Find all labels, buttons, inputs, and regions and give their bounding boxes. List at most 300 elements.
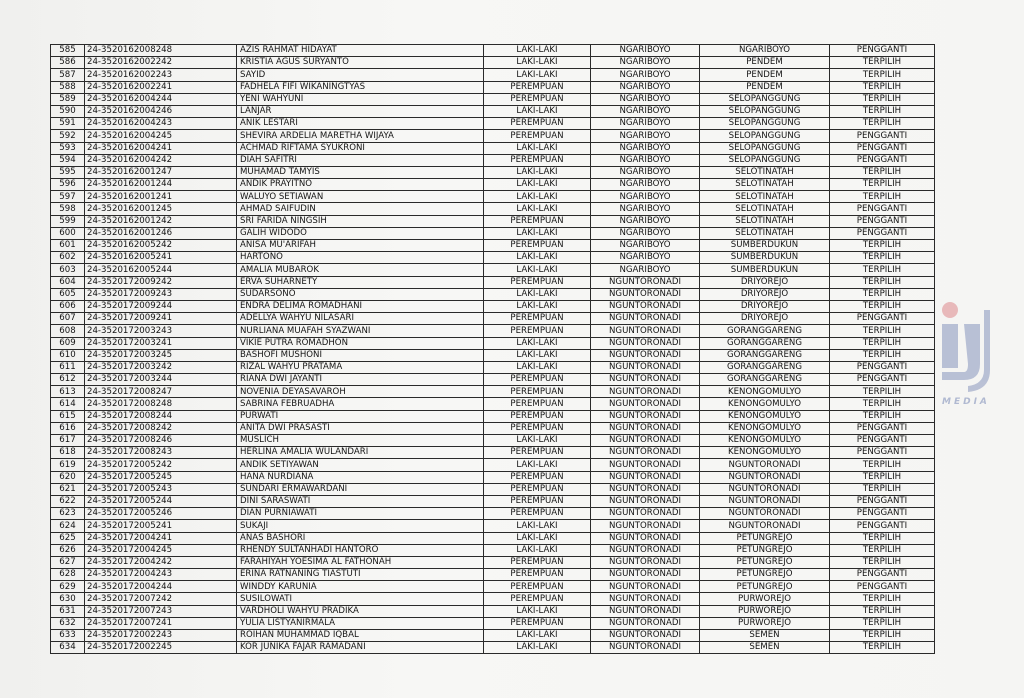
gender-cell: LAKI-LAKI — [484, 435, 591, 447]
row-number-cell: 606 — [51, 300, 85, 312]
gender-cell: PEREMPUAN — [484, 130, 591, 142]
desa-cell: KENONGOMULYO — [700, 447, 830, 459]
kecamatan-cell: NGUNTORONADI — [591, 349, 700, 361]
person-name-cell: ANISA MU'ARIFAH — [237, 240, 484, 252]
table-row — [51, 581, 935, 593]
person-name-cell: AHMAD SAIFUDIN — [237, 203, 484, 215]
desa-cell: GORANGGARENG — [700, 337, 830, 349]
status-cell: TERPILIH — [830, 459, 935, 471]
row-number-cell: 619 — [51, 459, 85, 471]
gender-cell: PEREMPUAN — [484, 447, 591, 459]
kecamatan-cell: NGUNTORONADI — [591, 483, 700, 495]
registration-id-cell: 24-3520172004243 — [85, 569, 237, 581]
desa-cell: NGUNTORONADI — [700, 459, 830, 471]
gender-cell: LAKI-LAKI — [484, 105, 591, 117]
gender-cell: LAKI-LAKI — [484, 191, 591, 203]
desa-cell: SELOTINATAH — [700, 166, 830, 178]
desa-cell: KENONGOMULYO — [700, 410, 830, 422]
kecamatan-cell: NGARIBOYO — [591, 215, 700, 227]
status-cell: TERPILIH — [830, 556, 935, 568]
desa-cell: NGUNTORONADI — [700, 520, 830, 532]
person-name-cell: ENDRA DELIMA ROMADHANI — [237, 300, 484, 312]
row-number-cell: 602 — [51, 252, 85, 264]
status-cell: PENGGANTI — [830, 215, 935, 227]
media-logo-watermark — [928, 300, 998, 410]
status-cell: TERPILIH — [830, 544, 935, 556]
gender-cell: PEREMPUAN — [484, 581, 591, 593]
person-name-cell: ANDIK PRAYITNO — [237, 179, 484, 191]
desa-cell: KENONGOMULYO — [700, 435, 830, 447]
registration-id-cell: 24-3520172007243 — [85, 605, 237, 617]
gender-cell: PEREMPUAN — [484, 471, 591, 483]
desa-cell: NGUNTORONADI — [700, 483, 830, 495]
registration-id-cell: 24-3520172004244 — [85, 581, 237, 593]
person-name-cell: ACHMAD RIFTAMA SYUKRONI — [237, 142, 484, 154]
kecamatan-cell: NGARIBOYO — [591, 191, 700, 203]
registration-id-cell: 24-3520172002243 — [85, 630, 237, 642]
status-cell: TERPILIH — [830, 617, 935, 629]
row-number-cell: 600 — [51, 227, 85, 239]
gender-cell: LAKI-LAKI — [484, 179, 591, 191]
row-number-cell: 631 — [51, 605, 85, 617]
logo-u-curve-icon — [942, 324, 980, 380]
kecamatan-cell: NGUNTORONADI — [591, 337, 700, 349]
kecamatan-cell: NGUNTORONADI — [591, 386, 700, 398]
table-row — [51, 215, 935, 227]
kecamatan-cell: NGARIBOYO — [591, 118, 700, 130]
person-name-cell: ANITA DWI PRASASTI — [237, 422, 484, 434]
row-number-cell: 626 — [51, 544, 85, 556]
person-name-cell: ERVA SUHARNETY — [237, 276, 484, 288]
gender-cell: PEREMPUAN — [484, 410, 591, 422]
registration-id-cell: 24-3520162002241 — [85, 81, 237, 93]
status-cell: TERPILIH — [830, 57, 935, 69]
kecamatan-cell: NGUNTORONADI — [591, 361, 700, 373]
registration-id-cell: 24-3520172008242 — [85, 422, 237, 434]
desa-cell: PURWOREJO — [700, 605, 830, 617]
table-row — [51, 532, 935, 544]
logo-i-stem-icon — [942, 324, 958, 368]
person-name-cell: MUSLICH — [237, 435, 484, 447]
row-number-cell: 621 — [51, 483, 85, 495]
person-name-cell: RIZAL WAHYU PRATAMA — [237, 361, 484, 373]
desa-cell: GORANGGARENG — [700, 349, 830, 361]
kecamatan-cell: NGARIBOYO — [591, 264, 700, 276]
person-name-cell: VIKIE PUTRA ROMADHON — [237, 337, 484, 349]
desa-cell: DRIYOREJO — [700, 300, 830, 312]
desa-cell: NGUNTORONADI — [700, 508, 830, 520]
registration-id-cell: 24-3520162004246 — [85, 105, 237, 117]
desa-cell: SELOTINATAH — [700, 203, 830, 215]
registration-id-cell: 24-3520172005242 — [85, 459, 237, 471]
table-row — [51, 605, 935, 617]
status-cell: TERPILIH — [830, 166, 935, 178]
table-row — [51, 459, 935, 471]
desa-cell: GORANGGARENG — [700, 325, 830, 337]
table-row — [51, 593, 935, 605]
registration-id-cell: 24-3520172005246 — [85, 508, 237, 520]
kecamatan-cell: NGUNTORONADI — [591, 410, 700, 422]
person-name-cell: YULIA LISTYANIRMALA — [237, 617, 484, 629]
kecamatan-cell: NGUNTORONADI — [591, 288, 700, 300]
desa-cell: PETUNGREJO — [700, 556, 830, 568]
status-cell: PENGGANTI — [830, 130, 935, 142]
registration-id-cell: 24-3520172007241 — [85, 617, 237, 629]
row-number-cell: 601 — [51, 240, 85, 252]
gender-cell: PEREMPUAN — [484, 313, 591, 325]
logo-dot-icon — [942, 302, 958, 318]
person-name-cell: FARAHIYAH YOESIMA AL FATHONAH — [237, 556, 484, 568]
status-cell: PENGGANTI — [830, 422, 935, 434]
kecamatan-cell: NGARIBOYO — [591, 105, 700, 117]
desa-cell: PETUNGREJO — [700, 569, 830, 581]
registration-id-cell: 24-3520172005245 — [85, 471, 237, 483]
status-cell: PENGGANTI — [830, 374, 935, 386]
row-number-cell: 592 — [51, 130, 85, 142]
gender-cell: PEREMPUAN — [484, 617, 591, 629]
gender-cell: LAKI-LAKI — [484, 227, 591, 239]
registration-id-cell: 24-3520162001244 — [85, 179, 237, 191]
person-name-cell: FADHELA FIFI WIKANINGTYAS — [237, 81, 484, 93]
desa-cell: NGUNTORONADI — [700, 495, 830, 507]
row-number-cell: 595 — [51, 166, 85, 178]
registration-id-cell: 24-3520162008248 — [85, 45, 237, 57]
status-cell: PENGGANTI — [830, 569, 935, 581]
row-number-cell: 597 — [51, 191, 85, 203]
gender-cell: PEREMPUAN — [484, 422, 591, 434]
desa-cell: PETUNGREJO — [700, 544, 830, 556]
person-name-cell: SUKAJI — [237, 520, 484, 532]
table-row — [51, 630, 935, 642]
person-name-cell: NURLIANA MUAFAH SYAZWANI — [237, 325, 484, 337]
status-cell: TERPILIH — [830, 252, 935, 264]
kecamatan-cell: NGUNTORONADI — [591, 630, 700, 642]
row-number-cell: 585 — [51, 45, 85, 57]
table-row — [51, 93, 935, 105]
status-cell: PENGGANTI — [830, 154, 935, 166]
kecamatan-cell: NGUNTORONADI — [591, 642, 700, 654]
kecamatan-cell: NGUNTORONADI — [591, 422, 700, 434]
person-name-cell: SUSILOWATI — [237, 593, 484, 605]
gender-cell: PEREMPUAN — [484, 154, 591, 166]
kecamatan-cell: NGUNTORONADI — [591, 495, 700, 507]
kecamatan-cell: NGUNTORONADI — [591, 556, 700, 568]
status-cell: TERPILIH — [830, 605, 935, 617]
row-number-cell: 612 — [51, 374, 85, 386]
row-number-cell: 616 — [51, 422, 85, 434]
status-cell: PENGGANTI — [830, 447, 935, 459]
row-number-cell: 617 — [51, 435, 85, 447]
registration-id-cell: 24-3520172002245 — [85, 642, 237, 654]
person-name-cell: NOVENIA DEYASAVAROH — [237, 386, 484, 398]
status-cell: TERPILIH — [830, 349, 935, 361]
registration-id-cell: 24-3520162004242 — [85, 154, 237, 166]
row-number-cell: 603 — [51, 264, 85, 276]
gender-cell: LAKI-LAKI — [484, 252, 591, 264]
row-number-cell: 610 — [51, 349, 85, 361]
kecamatan-cell: NGARIBOYO — [591, 166, 700, 178]
gender-cell: LAKI-LAKI — [484, 361, 591, 373]
table-row — [51, 386, 935, 398]
registration-id-cell: 24-3520162004245 — [85, 130, 237, 142]
registration-id-cell: 24-3520172008246 — [85, 435, 237, 447]
kecamatan-cell: NGUNTORONADI — [591, 374, 700, 386]
registration-id-cell: 24-3520162001242 — [85, 215, 237, 227]
roster-table — [50, 44, 935, 654]
registration-id-cell: 24-3520172004241 — [85, 532, 237, 544]
gender-cell: LAKI-LAKI — [484, 203, 591, 215]
gender-cell: PEREMPUAN — [484, 398, 591, 410]
kecamatan-cell: NGARIBOYO — [591, 93, 700, 105]
desa-cell: GORANGGARENG — [700, 374, 830, 386]
person-name-cell: SRI FARIDA NINGSIH — [237, 215, 484, 227]
table-row — [51, 447, 935, 459]
registration-id-cell: 24-3520162004241 — [85, 142, 237, 154]
status-cell: TERPILIH — [830, 93, 935, 105]
table-row — [51, 422, 935, 434]
registration-id-cell: 24-3520162005241 — [85, 252, 237, 264]
status-cell: TERPILIH — [830, 630, 935, 642]
kecamatan-cell: NGARIBOYO — [591, 45, 700, 57]
table-row — [51, 410, 935, 422]
kecamatan-cell: NGUNTORONADI — [591, 581, 700, 593]
person-name-cell: ANAS BASHORI — [237, 532, 484, 544]
registration-id-cell: 24-3520172003242 — [85, 361, 237, 373]
person-name-cell: DIAN PURNIAWATI — [237, 508, 484, 520]
desa-cell: SELOTINATAH — [700, 227, 830, 239]
desa-cell: SELOPANGGUNG — [700, 142, 830, 154]
status-cell: PENGGANTI — [830, 203, 935, 215]
table-row — [51, 227, 935, 239]
table-row — [51, 483, 935, 495]
desa-cell: SELOTINATAH — [700, 179, 830, 191]
table-row — [51, 154, 935, 166]
table-row — [51, 81, 935, 93]
row-number-cell: 596 — [51, 179, 85, 191]
table-row — [51, 118, 935, 130]
table-row — [51, 398, 935, 410]
table-row — [51, 361, 935, 373]
person-name-cell: HERLINA AMALIA WULANDARI — [237, 447, 484, 459]
gender-cell: PEREMPUAN — [484, 483, 591, 495]
gender-cell: PEREMPUAN — [484, 118, 591, 130]
gender-cell: LAKI-LAKI — [484, 142, 591, 154]
status-cell: TERPILIH — [830, 276, 935, 288]
registration-id-cell: 24-3520172005244 — [85, 495, 237, 507]
table-row — [51, 288, 935, 300]
desa-cell: PURWOREJO — [700, 593, 830, 605]
gender-cell: LAKI-LAKI — [484, 264, 591, 276]
row-number-cell: 630 — [51, 593, 85, 605]
kecamatan-cell: NGUNTORONADI — [591, 325, 700, 337]
status-cell: TERPILIH — [830, 288, 935, 300]
status-cell: PENGGANTI — [830, 581, 935, 593]
row-number-cell: 633 — [51, 630, 85, 642]
row-number-cell: 614 — [51, 398, 85, 410]
row-number-cell: 587 — [51, 69, 85, 81]
kecamatan-cell: NGUNTORONADI — [591, 435, 700, 447]
kecamatan-cell: NGUNTORONADI — [591, 313, 700, 325]
kecamatan-cell: NGUNTORONADI — [591, 593, 700, 605]
table-row — [51, 240, 935, 252]
desa-cell: SEMEN — [700, 642, 830, 654]
person-name-cell: SABRINA FEBRUADHA — [237, 398, 484, 410]
gender-cell: LAKI-LAKI — [484, 459, 591, 471]
gender-cell: PEREMPUAN — [484, 325, 591, 337]
registration-id-cell: 24-3520172003244 — [85, 374, 237, 386]
person-name-cell: KRISTIA AGUS SURYANTO — [237, 57, 484, 69]
row-number-cell: 628 — [51, 569, 85, 581]
status-cell: TERPILIH — [830, 410, 935, 422]
registration-id-cell: 24-3520162001241 — [85, 191, 237, 203]
row-number-cell: 590 — [51, 105, 85, 117]
desa-cell: PETUNGREJO — [700, 532, 830, 544]
table-row — [51, 617, 935, 629]
registration-id-cell: 24-3520172008247 — [85, 386, 237, 398]
gender-cell: LAKI-LAKI — [484, 630, 591, 642]
desa-cell: SELOTINATAH — [700, 215, 830, 227]
desa-cell: SELOTINATAH — [700, 191, 830, 203]
table-row — [51, 337, 935, 349]
row-number-cell: 632 — [51, 617, 85, 629]
status-cell: PENGGANTI — [830, 227, 935, 239]
gender-cell: LAKI-LAKI — [484, 337, 591, 349]
table-row — [51, 642, 935, 654]
registration-id-cell: 24-3520162002242 — [85, 57, 237, 69]
gender-cell: LAKI-LAKI — [484, 642, 591, 654]
kecamatan-cell: NGARIBOYO — [591, 57, 700, 69]
row-number-cell: 615 — [51, 410, 85, 422]
desa-cell: SELOPANGGUNG — [700, 105, 830, 117]
status-cell: TERPILIH — [830, 398, 935, 410]
status-cell: PENGGANTI — [830, 508, 935, 520]
table-row — [51, 130, 935, 142]
table-row — [51, 57, 935, 69]
table-row — [51, 252, 935, 264]
status-cell: PENGGANTI — [830, 520, 935, 532]
person-name-cell: VARDHOLI WAHYU PRADIKA — [237, 605, 484, 617]
registration-id-cell: 24-3520162005244 — [85, 264, 237, 276]
person-name-cell: SUDARSONO — [237, 288, 484, 300]
person-name-cell: DINI SARASWATI — [237, 495, 484, 507]
roster-body — [51, 45, 935, 654]
person-name-cell: RIANA DWI JAYANTI — [237, 374, 484, 386]
gender-cell: LAKI-LAKI — [484, 288, 591, 300]
registration-id-cell: 24-3520162004244 — [85, 93, 237, 105]
row-number-cell: 589 — [51, 93, 85, 105]
kecamatan-cell: NGUNTORONADI — [591, 532, 700, 544]
table-row — [51, 166, 935, 178]
registration-id-cell: 24-3520162004243 — [85, 118, 237, 130]
table-row — [51, 471, 935, 483]
gender-cell: PEREMPUAN — [484, 508, 591, 520]
desa-cell: SUMBERDUKUN — [700, 264, 830, 276]
table-row — [51, 495, 935, 507]
person-name-cell: KOR JUNIKA FAJAR RAMADANI — [237, 642, 484, 654]
kecamatan-cell: NGUNTORONADI — [591, 276, 700, 288]
row-number-cell: 598 — [51, 203, 85, 215]
kecamatan-cell: NGUNTORONADI — [591, 471, 700, 483]
gender-cell: PEREMPUAN — [484, 93, 591, 105]
status-cell: TERPILIH — [830, 386, 935, 398]
person-name-cell: ERINA RATNANING TIASTUTI — [237, 569, 484, 581]
status-cell: PENGGANTI — [830, 495, 935, 507]
gender-cell: PEREMPUAN — [484, 593, 591, 605]
desa-cell: SELOPANGGUNG — [700, 154, 830, 166]
row-number-cell: 627 — [51, 556, 85, 568]
table-row — [51, 556, 935, 568]
gender-cell: LAKI-LAKI — [484, 57, 591, 69]
row-number-cell: 634 — [51, 642, 85, 654]
person-name-cell: ROIHAN MUHAMMAD IQBAL — [237, 630, 484, 642]
desa-cell: SELOPANGGUNG — [700, 93, 830, 105]
person-name-cell: SAYID — [237, 69, 484, 81]
table-row — [51, 45, 935, 57]
registration-id-cell: 24-3520172005243 — [85, 483, 237, 495]
registration-id-cell: 24-3520172008243 — [85, 447, 237, 459]
desa-cell: NGUNTORONADI — [700, 471, 830, 483]
kecamatan-cell: NGARIBOYO — [591, 81, 700, 93]
status-cell: TERPILIH — [830, 593, 935, 605]
table-row — [51, 300, 935, 312]
person-name-cell: AMALIA MUBAROK — [237, 264, 484, 276]
kecamatan-cell: NGUNTORONADI — [591, 447, 700, 459]
row-number-cell: 618 — [51, 447, 85, 459]
person-name-cell: ANDIK SETIYAWAN — [237, 459, 484, 471]
desa-cell: NGARIBOYO — [700, 45, 830, 57]
registration-id-cell: 24-3520172004242 — [85, 556, 237, 568]
status-cell: PENGGANTI — [830, 435, 935, 447]
row-number-cell: 588 — [51, 81, 85, 93]
registration-id-cell: 24-3520172008244 — [85, 410, 237, 422]
desa-cell: DRIYOREJO — [700, 313, 830, 325]
registration-id-cell: 24-3520172003245 — [85, 349, 237, 361]
desa-cell: SUMBERDUKUN — [700, 252, 830, 264]
person-name-cell: BASHOFI MUSHONI — [237, 349, 484, 361]
status-cell: TERPILIH — [830, 471, 935, 483]
status-cell: TERPILIH — [830, 69, 935, 81]
person-name-cell: DIAH SAFITRI — [237, 154, 484, 166]
row-number-cell: 629 — [51, 581, 85, 593]
registration-id-cell: 24-3520172005241 — [85, 520, 237, 532]
status-cell: TERPILIH — [830, 81, 935, 93]
registration-id-cell: 24-3520162001246 — [85, 227, 237, 239]
registration-id-cell: 24-3520162002243 — [85, 69, 237, 81]
registration-id-cell: 24-3520172009241 — [85, 313, 237, 325]
person-name-cell: ANIK LESTARI — [237, 118, 484, 130]
kecamatan-cell: NGUNTORONADI — [591, 520, 700, 532]
person-name-cell: GALIH WIDODO — [237, 227, 484, 239]
desa-cell: KENONGOMULYO — [700, 386, 830, 398]
table-row — [51, 142, 935, 154]
logo-media-text: MEDIA — [942, 397, 990, 407]
kecamatan-cell: NGARIBOYO — [591, 142, 700, 154]
row-number-cell: 620 — [51, 471, 85, 483]
kecamatan-cell: NGUNTORONADI — [591, 544, 700, 556]
status-cell: PENGGANTI — [830, 45, 935, 57]
row-number-cell: 609 — [51, 337, 85, 349]
table-row — [51, 203, 935, 215]
table-row — [51, 105, 935, 117]
kecamatan-cell: NGUNTORONADI — [591, 398, 700, 410]
gender-cell: LAKI-LAKI — [484, 605, 591, 617]
registration-id-cell: 24-3520172008248 — [85, 398, 237, 410]
kecamatan-cell: NGARIBOYO — [591, 179, 700, 191]
row-number-cell: 611 — [51, 361, 85, 373]
gender-cell: LAKI-LAKI — [484, 300, 591, 312]
person-name-cell: MUHAMAD TAMYIS — [237, 166, 484, 178]
gender-cell: PEREMPUAN — [484, 495, 591, 507]
